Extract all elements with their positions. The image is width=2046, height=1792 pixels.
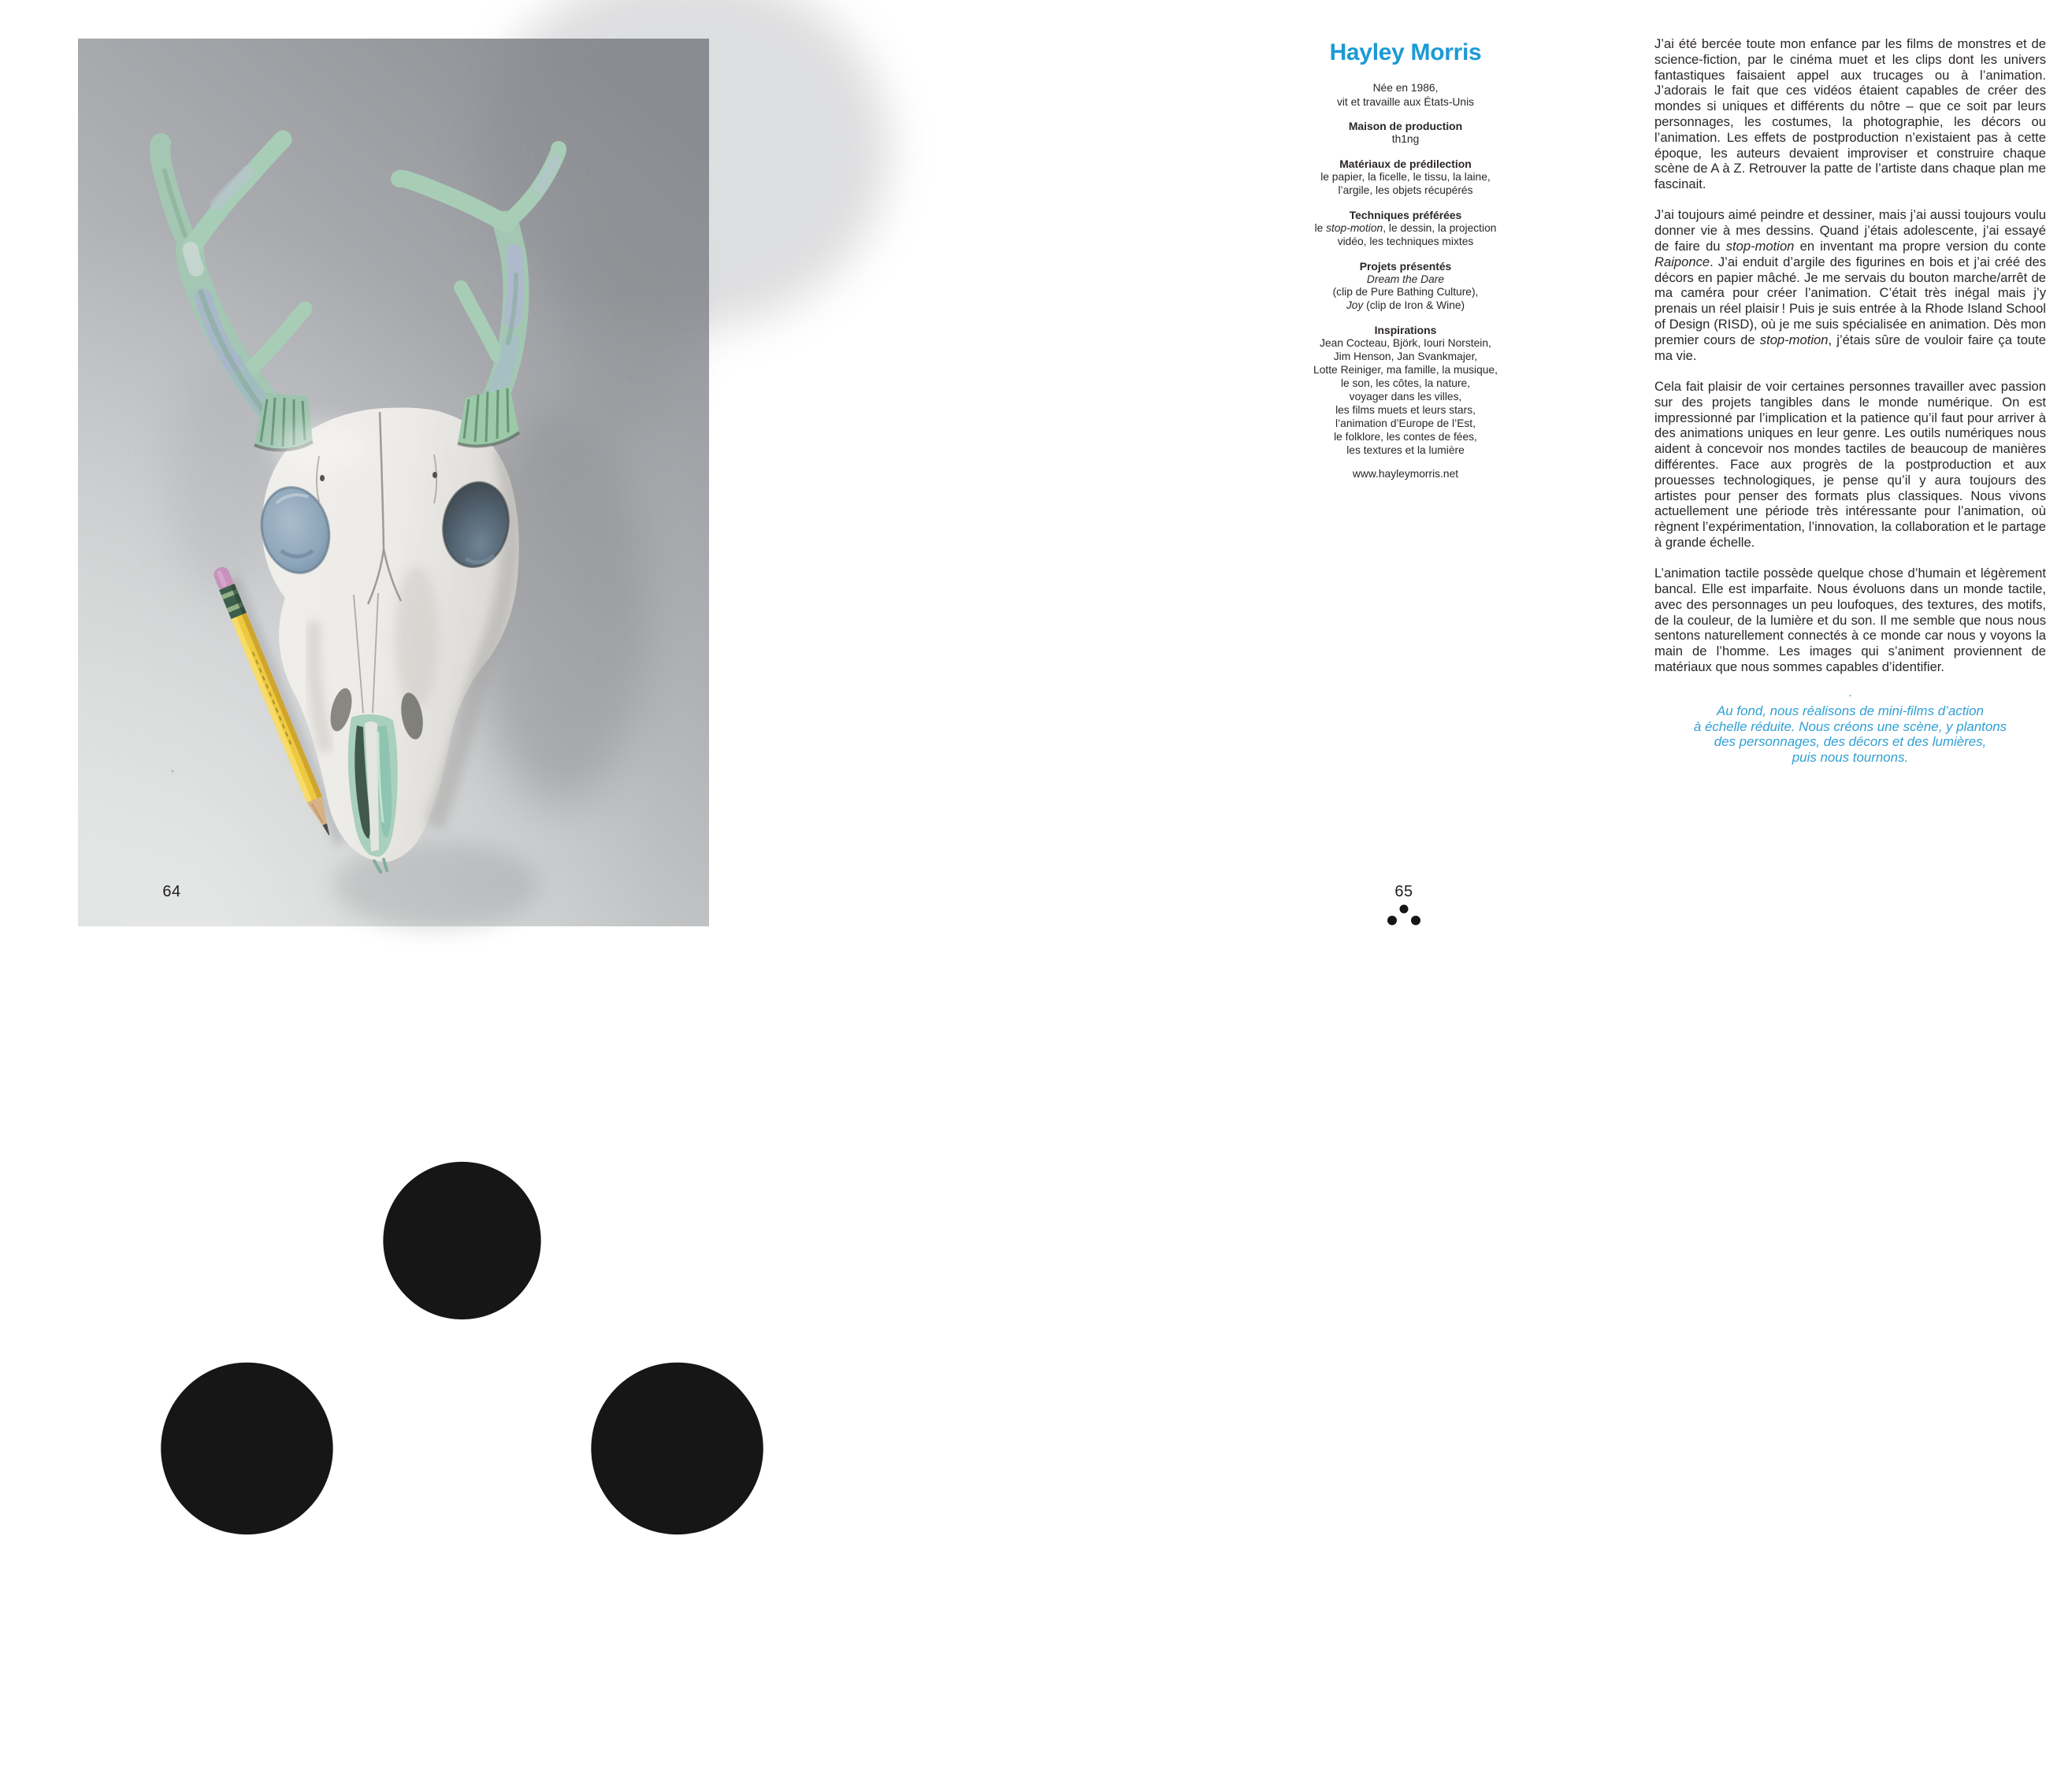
- sidebar-section-line: Lotte Reiniger, ma famille, la musique,: [1313, 364, 1498, 377]
- sidebar-section-line: Dream the Dare: [1366, 273, 1445, 285]
- sidebar-section-line: Joy (clip de Iron & Wine): [1346, 299, 1465, 312]
- pull-quote: [1654, 703, 2046, 765]
- sidebar-section-line: Jim Henson, Jan Svankmajer,: [1333, 351, 1478, 363]
- quote-line: à échelle réduite. Nous créons une scène, y plantons: [1693, 718, 2007, 734]
- artist-bio: [1282, 81, 1529, 109]
- sidebar-section-heading: Inspirations: [1374, 324, 1437, 337]
- page-number-right: 65: [1394, 883, 1413, 900]
- quote-line: puis nous tournons.: [1792, 749, 1909, 765]
- artist-name: Hayley Morris: [1329, 39, 1482, 65]
- sidebar-section-line: le papier, la ficelle, le tissu, la laine,: [1320, 170, 1491, 183]
- folio-right: [1379, 883, 1429, 926]
- sidebar-section-heading: Matériaux de prédilection: [1339, 157, 1472, 170]
- sidebar-section-line: le stop-motion, le dessin, la projection: [1314, 221, 1497, 234]
- sidebar-section: [1282, 324, 1529, 457]
- sidebar-section-heading: Maison de production: [1348, 120, 1463, 132]
- bio-line: Née en 1986,: [1372, 82, 1439, 94]
- sidebar-section-line: le son, les côtes, la nature,: [1340, 377, 1471, 389]
- skull-illustration: [78, 39, 709, 926]
- sidebar-section: [1282, 209, 1529, 249]
- sidebar-section: [1282, 120, 1529, 147]
- quote-dot: .: [1848, 686, 1852, 700]
- sidebar-section-line: Jean Cocteau, Björk, Iouri Norstein,: [1320, 337, 1491, 350]
- essay-paragraph: J’ai toujours aimé peindre et dessiner, mais j’ai aussi toujours voulu donner vie à mes dessins. Quand j’étais adolescente, j’ai essayé de faire du stop-motion en inventant ma propre version du conte Raiponce. J’ai enduit d’argile des figurines en bois et j’ai créé des décors en papier mâché. Je me servais du bouton marche/arrêt de ma caméra pour créer l’animation. C’était très inégal mais j’y prenais un réel plaisir ! Puis je suis entrée à la Rhode Island School of Design (RISD), où je me suis spécialisée en animation. Dès mon premier cours de stop-motion, j’étais sûre de vouloir faire ça toute ma vie.: [1654, 207, 2046, 363]
- artist-sidebar: [1282, 40, 1529, 480]
- essay-paragraph: L’animation tactile possède quelque chose d’humain et légèrement bancal. Elle est imparfaite. Nous évoluons dans un monde tactile, avec des personnages un peu loufoques, des textures, des motifs, de la couleur, de la lumière et du son. Il me semble que nous nous sentons naturellement connectés à ce monde car nous y voyons la main de l’homme. Les images qui s’animent proviennent de matériaux que nous sommes capables d’identifier.: [1654, 566, 2046, 674]
- sidebar-section-line: vidéo, les techniques mixtes: [1337, 235, 1474, 247]
- essay-column: [1654, 36, 2046, 765]
- sidebar-section-line: les films muets et leurs stars,: [1335, 403, 1476, 416]
- page-number-left: 64: [162, 883, 181, 900]
- sidebar-section-line: voyager dans les villes,: [1349, 390, 1462, 403]
- sidebar-section: [1282, 260, 1529, 314]
- sidebar-section-line: (clip de Pure Bathing Culture),: [1332, 286, 1479, 299]
- sidebar-section-heading: Techniques préférées: [1349, 208, 1462, 221]
- sidebar-sections: [1282, 120, 1529, 457]
- sidebar-section-line: l’argile, les objets récupérés: [1338, 184, 1473, 196]
- sidebar-section-line: les textures et la lumière: [1346, 443, 1465, 456]
- website-url: www.hayleymorris.net: [1352, 468, 1459, 480]
- sidebar-section-heading: Projets présentés: [1359, 259, 1452, 273]
- deer-skull-photo: [78, 39, 709, 926]
- quote-line: Au fond, nous réalisons de mini-films d’action: [1717, 703, 1984, 719]
- three-dots-ornament: [1387, 904, 1421, 926]
- bio-line: vit et travaille aux États-Unis: [1336, 95, 1475, 108]
- folio-left: [147, 883, 197, 1792]
- sidebar-section-line: th1ng: [1391, 133, 1420, 145]
- page-left: [0, 0, 788, 985]
- three-dots-ornament: [147, 904, 778, 1792]
- essay-paragraph: Cela fait plaisir de voir certaines personnes travailler avec passion sur des projets tangibles dans le monde numérique. On est impressionné par l’implication et la patience qu’il faut pour arriver à des animations uniques en leur genre. Les outils numériques nous aident à concevoir nos mondes tactiles de beaucoup de manières différentes. Face aux progrès de la postproduction et aux prouesses technologiques, je pense qu’il y aura toujours des artistes pour penser des formats plus classiques. Nous vivons actuellement une période très intéressante pour l’animation, où règnent l’expérimentation, l’innovation, la collaboration et le partage à grande échelle.: [1654, 378, 2046, 550]
- sidebar-section-line: l’animation d’Europe de l’Est,: [1335, 417, 1476, 429]
- quote-line: des personnages, des décors et des lumières,: [1714, 734, 1987, 750]
- sidebar-section-line: le folklore, les contes de fées,: [1334, 430, 1477, 443]
- sidebar-section: [1282, 158, 1529, 198]
- essay-paragraph: J’ai été bercée toute mon enfance par les films de monstres et de science-fiction, par le cinéma muet et les clips dont les univers fantastiques faisaient appel aux trucages ou à l’animation. J’adorais le fait que ces vidéos étaient capables de créer des mondes si uniques et différents du nôtre – que ce soit par leurs personnages, les costumes, la photographie, les décors ou l’animation. Les effets de postproduction n’existaient pas à cette époque, les auteurs devaient improviser et construire chaque scène de A à Z. Retrouver la patte de l’artiste dans chaque plan me fascinait.: [1654, 36, 2046, 192]
